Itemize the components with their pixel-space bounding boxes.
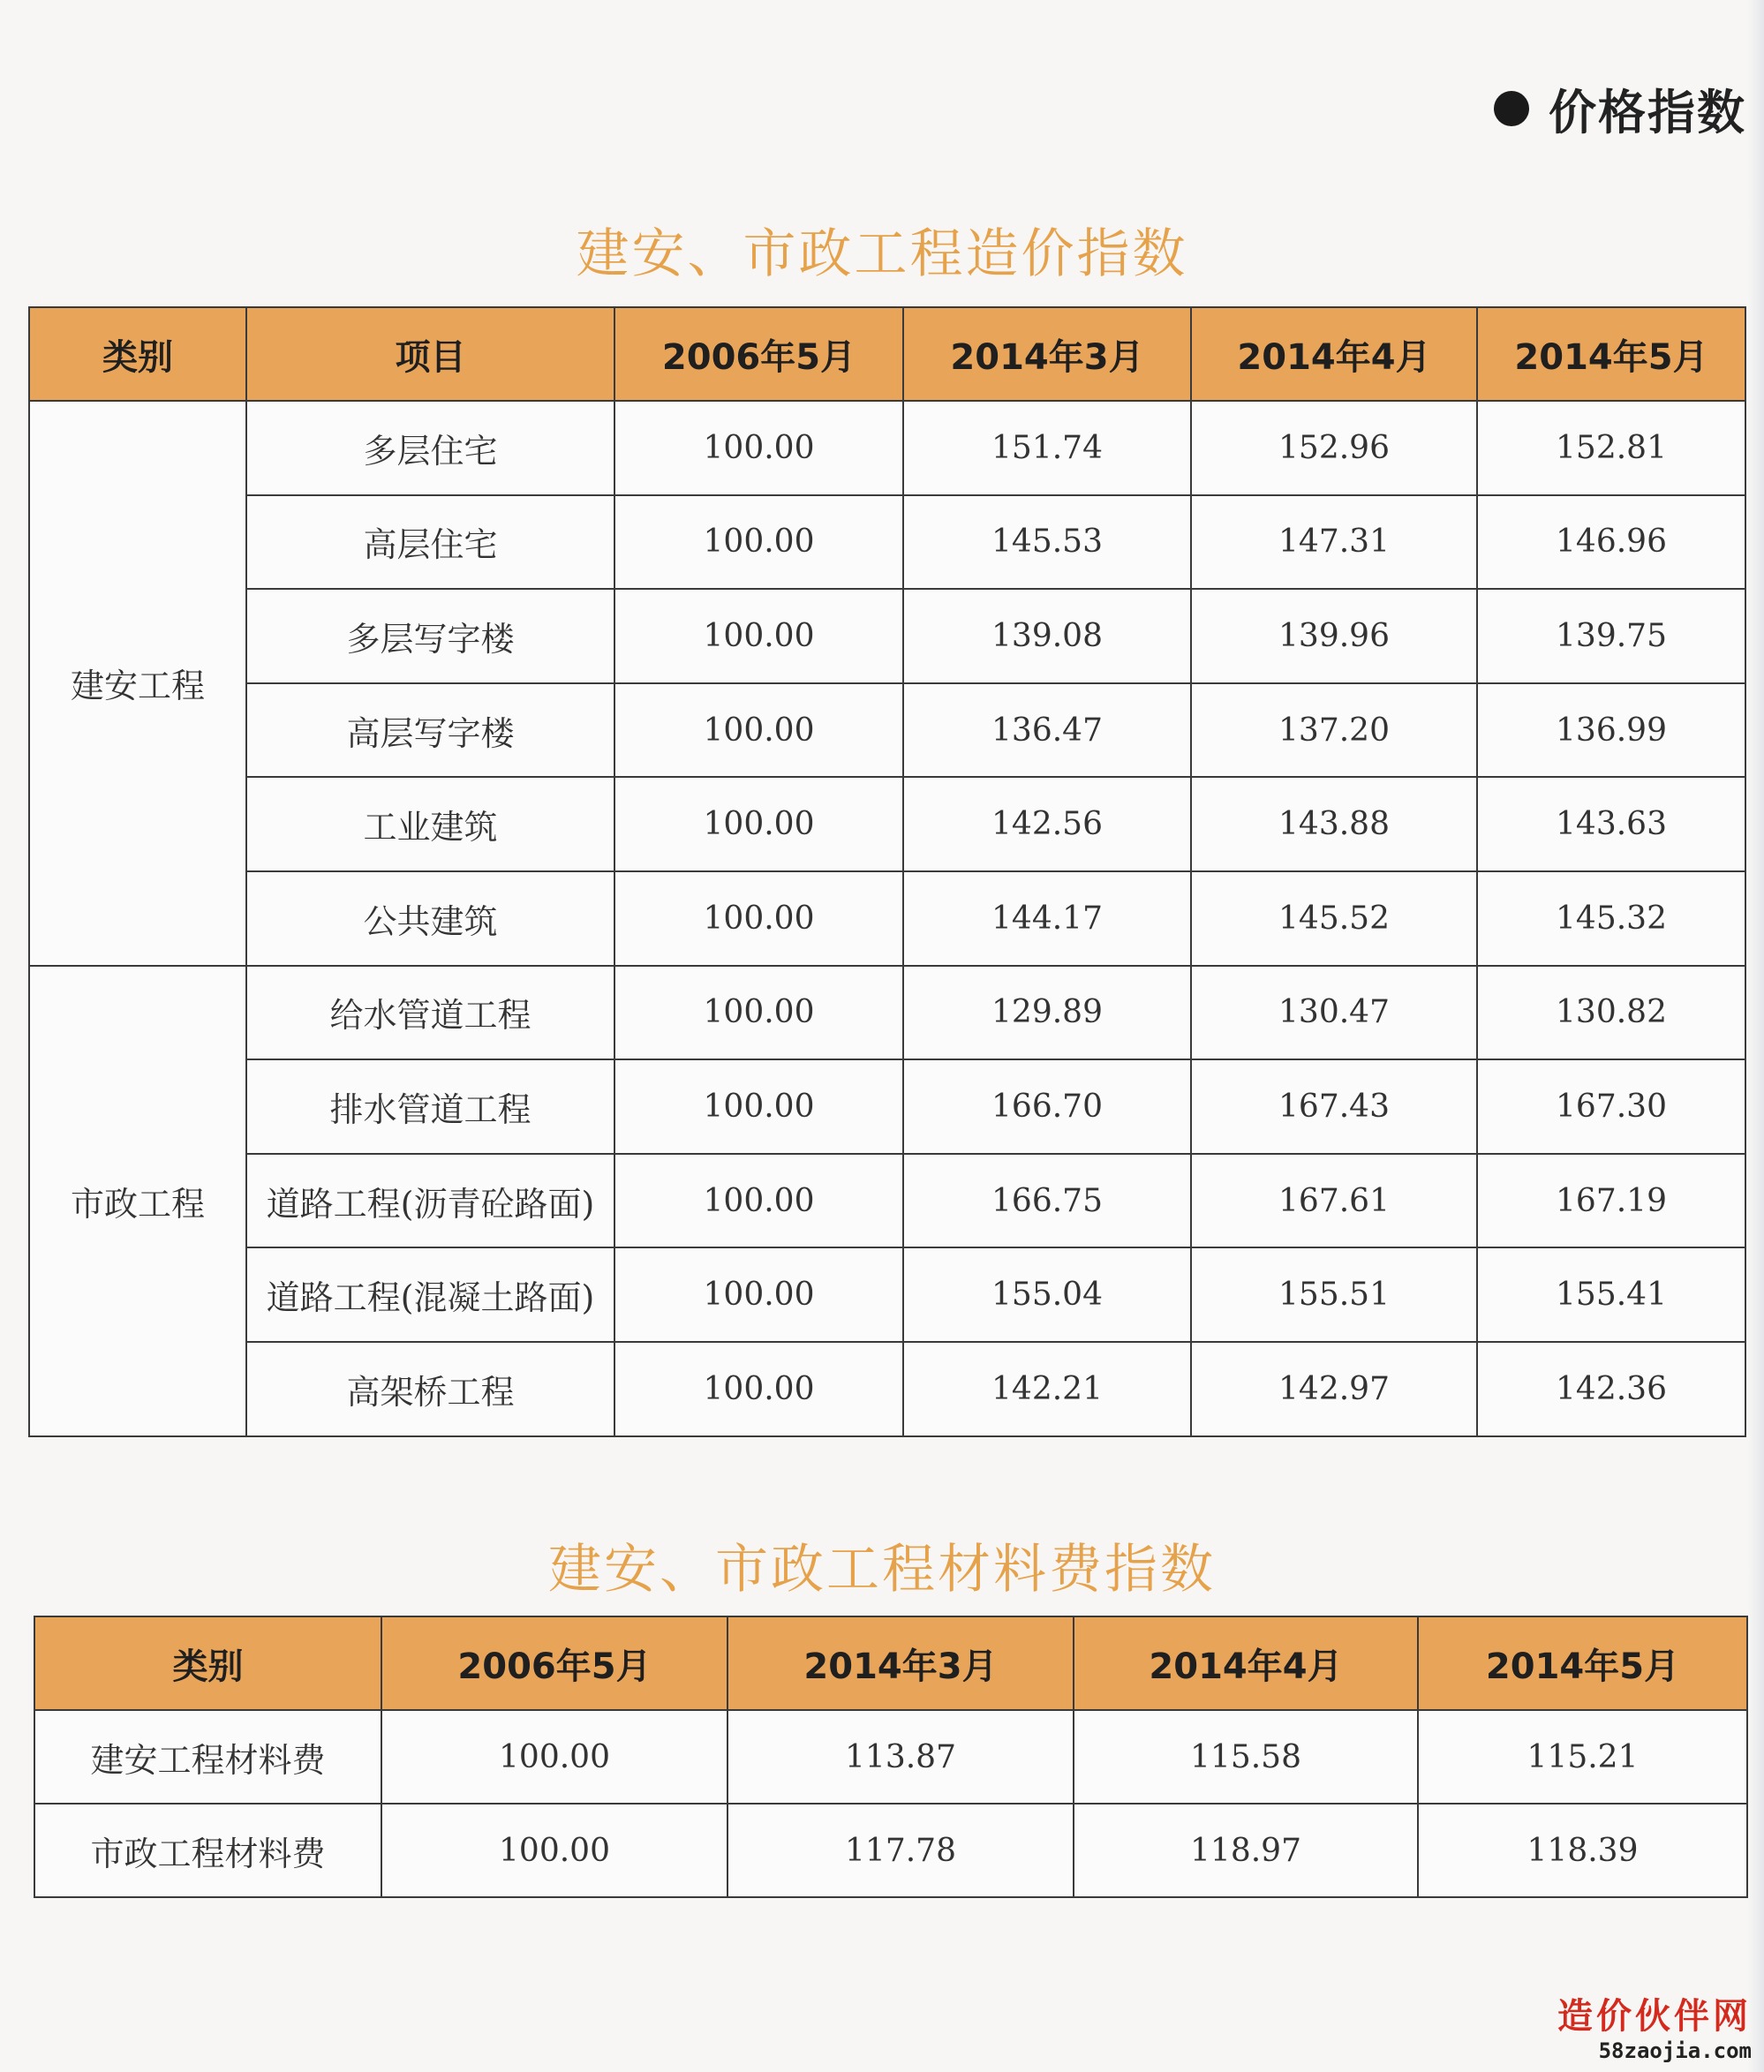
index-value-cell: 115.21	[1418, 1710, 1747, 1804]
table1-header-cell: 项目	[246, 307, 614, 401]
cost-index-table	[28, 306, 1746, 1437]
table2-header-cell: 2006年5月	[381, 1616, 727, 1710]
table1-row	[29, 1059, 1745, 1154]
index-value-cell: 167.30	[1477, 1059, 1745, 1154]
index-value-cell: 115.58	[1074, 1710, 1418, 1804]
index-value-cell: 152.96	[1191, 401, 1477, 495]
index-value-cell: 130.47	[1191, 966, 1477, 1060]
index-value-cell: 100.00	[614, 966, 903, 1060]
section-tag	[1494, 78, 1746, 139]
index-value-cell: 155.51	[1191, 1247, 1477, 1342]
index-value-cell: 139.96	[1191, 589, 1477, 683]
index-value-cell: 145.52	[1191, 871, 1477, 966]
material-index-table	[34, 1616, 1748, 1898]
index-value-cell: 139.75	[1477, 589, 1745, 683]
table2-header-cell: 2014年5月	[1418, 1616, 1747, 1710]
table1-row	[29, 401, 1745, 495]
index-value-cell: 155.04	[903, 1247, 1191, 1342]
index-value-cell: 118.97	[1074, 1804, 1418, 1897]
item-cell: 道路工程(沥青砼路面)	[246, 1154, 614, 1248]
index-value-cell: 100.00	[614, 1342, 903, 1436]
table1-header-cell: 2014年5月	[1477, 307, 1745, 401]
section-tag-label: 价格指数	[1549, 84, 1746, 140]
table2-row	[34, 1804, 1747, 1897]
table1-header-cell: 2006年5月	[614, 307, 903, 401]
index-value-cell: 142.56	[903, 777, 1191, 871]
index-value-cell: 139.08	[903, 589, 1191, 683]
item-cell: 高层写字楼	[246, 683, 614, 778]
item-cell: 道路工程(混凝土路面)	[246, 1247, 614, 1342]
table1-row	[29, 683, 1745, 778]
index-value-cell: 100.00	[614, 777, 903, 871]
index-value-cell: 136.99	[1477, 683, 1745, 778]
item-cell: 多层写字楼	[246, 589, 614, 683]
table1-title: 建安、市政工程造价指数	[576, 223, 1188, 285]
index-value-cell: 100.00	[614, 1247, 903, 1342]
table2-title: 建安、市政工程材料费指数	[548, 1539, 1216, 1601]
item-cell: 多层住宅	[246, 401, 614, 495]
table1-header-row	[29, 307, 1745, 401]
table2-header-row	[34, 1616, 1747, 1710]
index-value-cell: 100.00	[614, 589, 903, 683]
index-value-cell: 100.00	[614, 683, 903, 778]
index-value-cell: 118.39	[1418, 1804, 1747, 1897]
bullet-icon	[1494, 91, 1529, 126]
table1-row	[29, 1154, 1745, 1248]
table1-row	[29, 871, 1745, 966]
table2-row	[34, 1710, 1747, 1804]
index-value-cell: 142.21	[903, 1342, 1191, 1436]
index-value-cell: 167.43	[1191, 1059, 1477, 1154]
index-value-cell: 166.70	[903, 1059, 1191, 1154]
item-cell: 工业建筑	[246, 777, 614, 871]
index-value-cell: 137.20	[1191, 683, 1477, 778]
category-cell: 建安工程	[29, 401, 246, 966]
category-cell: 建安工程材料费	[34, 1710, 381, 1804]
index-value-cell: 100.00	[381, 1710, 727, 1804]
index-value-cell: 147.31	[1191, 495, 1477, 590]
table2-header-cell: 2014年3月	[727, 1616, 1074, 1710]
index-value-cell: 130.82	[1477, 966, 1745, 1060]
index-value-cell: 144.17	[903, 871, 1191, 966]
index-value-cell: 167.19	[1477, 1154, 1745, 1248]
table2-header-cell: 2014年4月	[1074, 1616, 1418, 1710]
index-value-cell: 151.74	[903, 401, 1191, 495]
table1-header-cell: 类别	[29, 307, 246, 401]
index-value-cell: 113.87	[727, 1710, 1074, 1804]
table1-header-cell: 2014年3月	[903, 307, 1191, 401]
index-value-cell: 143.63	[1477, 777, 1745, 871]
table1-row	[29, 777, 1745, 871]
index-value-cell: 146.96	[1477, 495, 1745, 590]
item-cell: 给水管道工程	[246, 966, 614, 1060]
index-value-cell: 117.78	[727, 1804, 1074, 1897]
index-value-cell: 100.00	[614, 495, 903, 590]
item-cell: 公共建筑	[246, 871, 614, 966]
page-edge	[1748, 0, 1764, 2072]
index-value-cell: 100.00	[614, 401, 903, 495]
index-value-cell: 136.47	[903, 683, 1191, 778]
index-value-cell: 100.00	[614, 1059, 903, 1154]
table1-row	[29, 966, 1745, 1060]
category-cell: 市政工程	[29, 966, 246, 1436]
table1-row	[29, 1247, 1745, 1342]
watermark	[1557, 1988, 1752, 2063]
table1-header-cell: 2014年4月	[1191, 307, 1477, 401]
index-value-cell: 142.36	[1477, 1342, 1745, 1436]
item-cell: 高架桥工程	[246, 1342, 614, 1436]
index-value-cell: 100.00	[614, 1154, 903, 1248]
index-value-cell: 167.61	[1191, 1154, 1477, 1248]
watermark-url: 58zaojia.com	[1598, 2038, 1752, 2063]
table1-row	[29, 1342, 1745, 1436]
watermark-name: 造价伙伴网	[1557, 1996, 1752, 2037]
index-value-cell: 143.88	[1191, 777, 1477, 871]
index-value-cell: 100.00	[614, 871, 903, 966]
index-value-cell: 152.81	[1477, 401, 1745, 495]
index-value-cell: 100.00	[381, 1804, 727, 1897]
table2-header-cell: 类别	[34, 1616, 381, 1710]
item-cell: 高层住宅	[246, 495, 614, 590]
category-cell: 市政工程材料费	[34, 1804, 381, 1897]
table1-row	[29, 589, 1745, 683]
index-value-cell: 145.53	[903, 495, 1191, 590]
index-value-cell: 129.89	[903, 966, 1191, 1060]
index-value-cell: 145.32	[1477, 871, 1745, 966]
index-value-cell: 142.97	[1191, 1342, 1477, 1436]
index-value-cell: 166.75	[903, 1154, 1191, 1248]
index-value-cell: 155.41	[1477, 1247, 1745, 1342]
table1-row	[29, 495, 1745, 590]
item-cell: 排水管道工程	[246, 1059, 614, 1154]
